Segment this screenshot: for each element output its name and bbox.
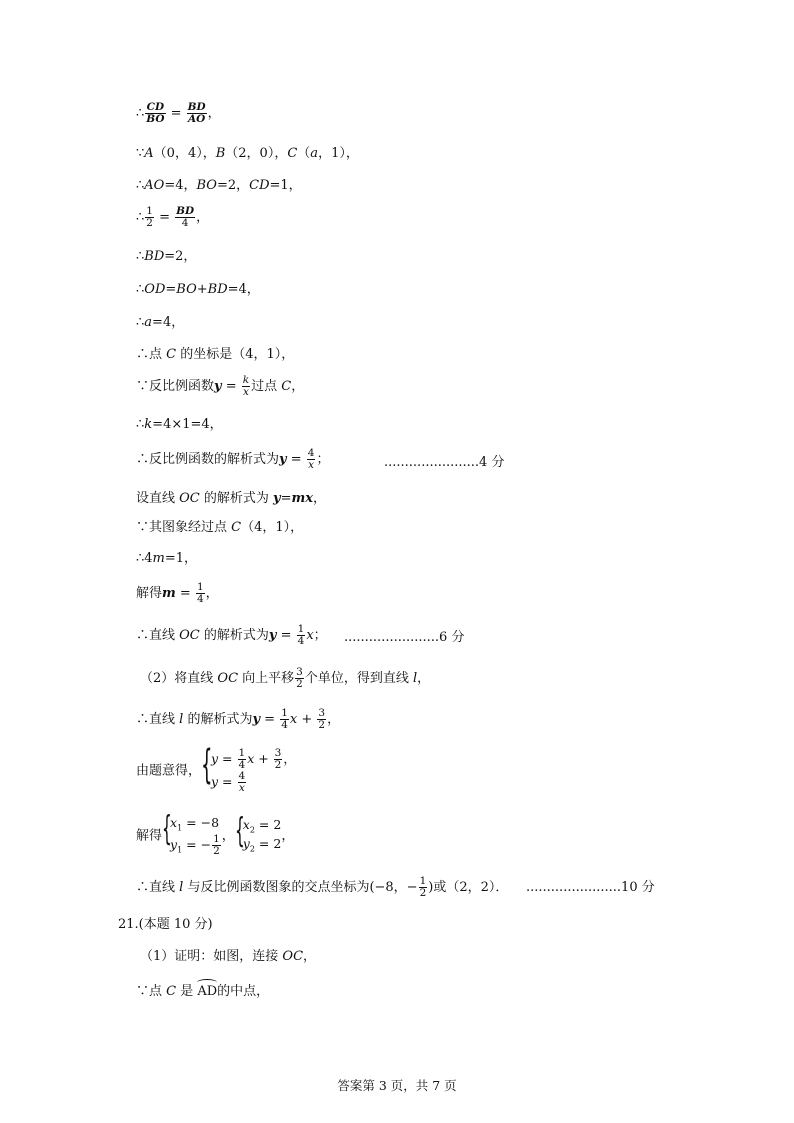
line-04: ∴ $\frac{1}{2}$ = $\frac{BD}{4}$ ， — [136, 205, 210, 230]
page-footer: 答案第 3 页，共 7 页 — [337, 1078, 457, 1093]
line-12: 设直线 OC 的解析式为 y=mx， — [136, 491, 327, 506]
line-05: ∴BD=2， — [136, 249, 197, 264]
line-01-render: ∴ $\frac{CD}{BO}$ = $\frac{BD}{AO}$ ， — [136, 101, 221, 126]
line-17: （2）将直线 OC 向上平移 $\frac{3}{2}$ 个单位，得到直线 l， — [140, 666, 431, 691]
line-11: ∴反比例函数的解析式为y = $\frac{4}{x}$ ； — [136, 447, 330, 472]
line-09: ∵反比例函数y = $\frac{k}{x}$ 过点 C， — [136, 374, 305, 399]
line-02: ∵A（0，4），B（2，0），C（a，1）， — [136, 146, 359, 161]
score-1: .......................4 分 — [384, 455, 505, 470]
line-16: ∴直线 OC 的解析式为y = $\frac{1}{4}$ x； — [136, 623, 327, 648]
line-19: 由题意得， { y = $\frac{1}{4}$ x + $\frac{3}{2}$ ， y = $\frac{4}{x}$ — [136, 742, 296, 795]
line-13: ∵其图象经过点 C（4，1）， — [136, 520, 304, 535]
line-14: ∴4m=1， — [136, 551, 198, 566]
line-20: 解得 { $x_1 = -8$ $y_1$ = − $\frac{1}{2}$ ， { $x_2 = 2$ $y_2 = 2$ ， — [136, 809, 295, 857]
line-24: ∵点 C 是 AD的中点， — [136, 984, 270, 999]
score-2: .......................6 分 — [344, 630, 465, 645]
line-03: ∴AO=4，BO=2，CD=1， — [136, 178, 302, 193]
question-21-header: 21.(本题 10 分) — [118, 917, 213, 932]
line-18: ∴直线 l 的解析式为y = $\frac{1}{4}$ x + $\frac{3}{2}$ ， — [136, 707, 341, 732]
line-23: （1）证明：如图，连接 OC， — [140, 949, 317, 964]
line-21: ∴直线 l 与反比例函数图象的交点坐标为(−8，− $\frac{1}{2}$ )或（2，2）． — [136, 875, 509, 900]
line-10: ∴k=4×1=4， — [136, 417, 223, 432]
line-07: ∴a=4， — [136, 315, 185, 330]
line-15: 解得m = $\frac{1}{4}$ ， — [136, 581, 219, 606]
line-06: ∴OD=BO+BD=4， — [136, 282, 260, 297]
line-08: ∴点 C 的坐标是（4，1）， — [136, 347, 295, 362]
score-3: .......................10 分 — [526, 880, 655, 895]
